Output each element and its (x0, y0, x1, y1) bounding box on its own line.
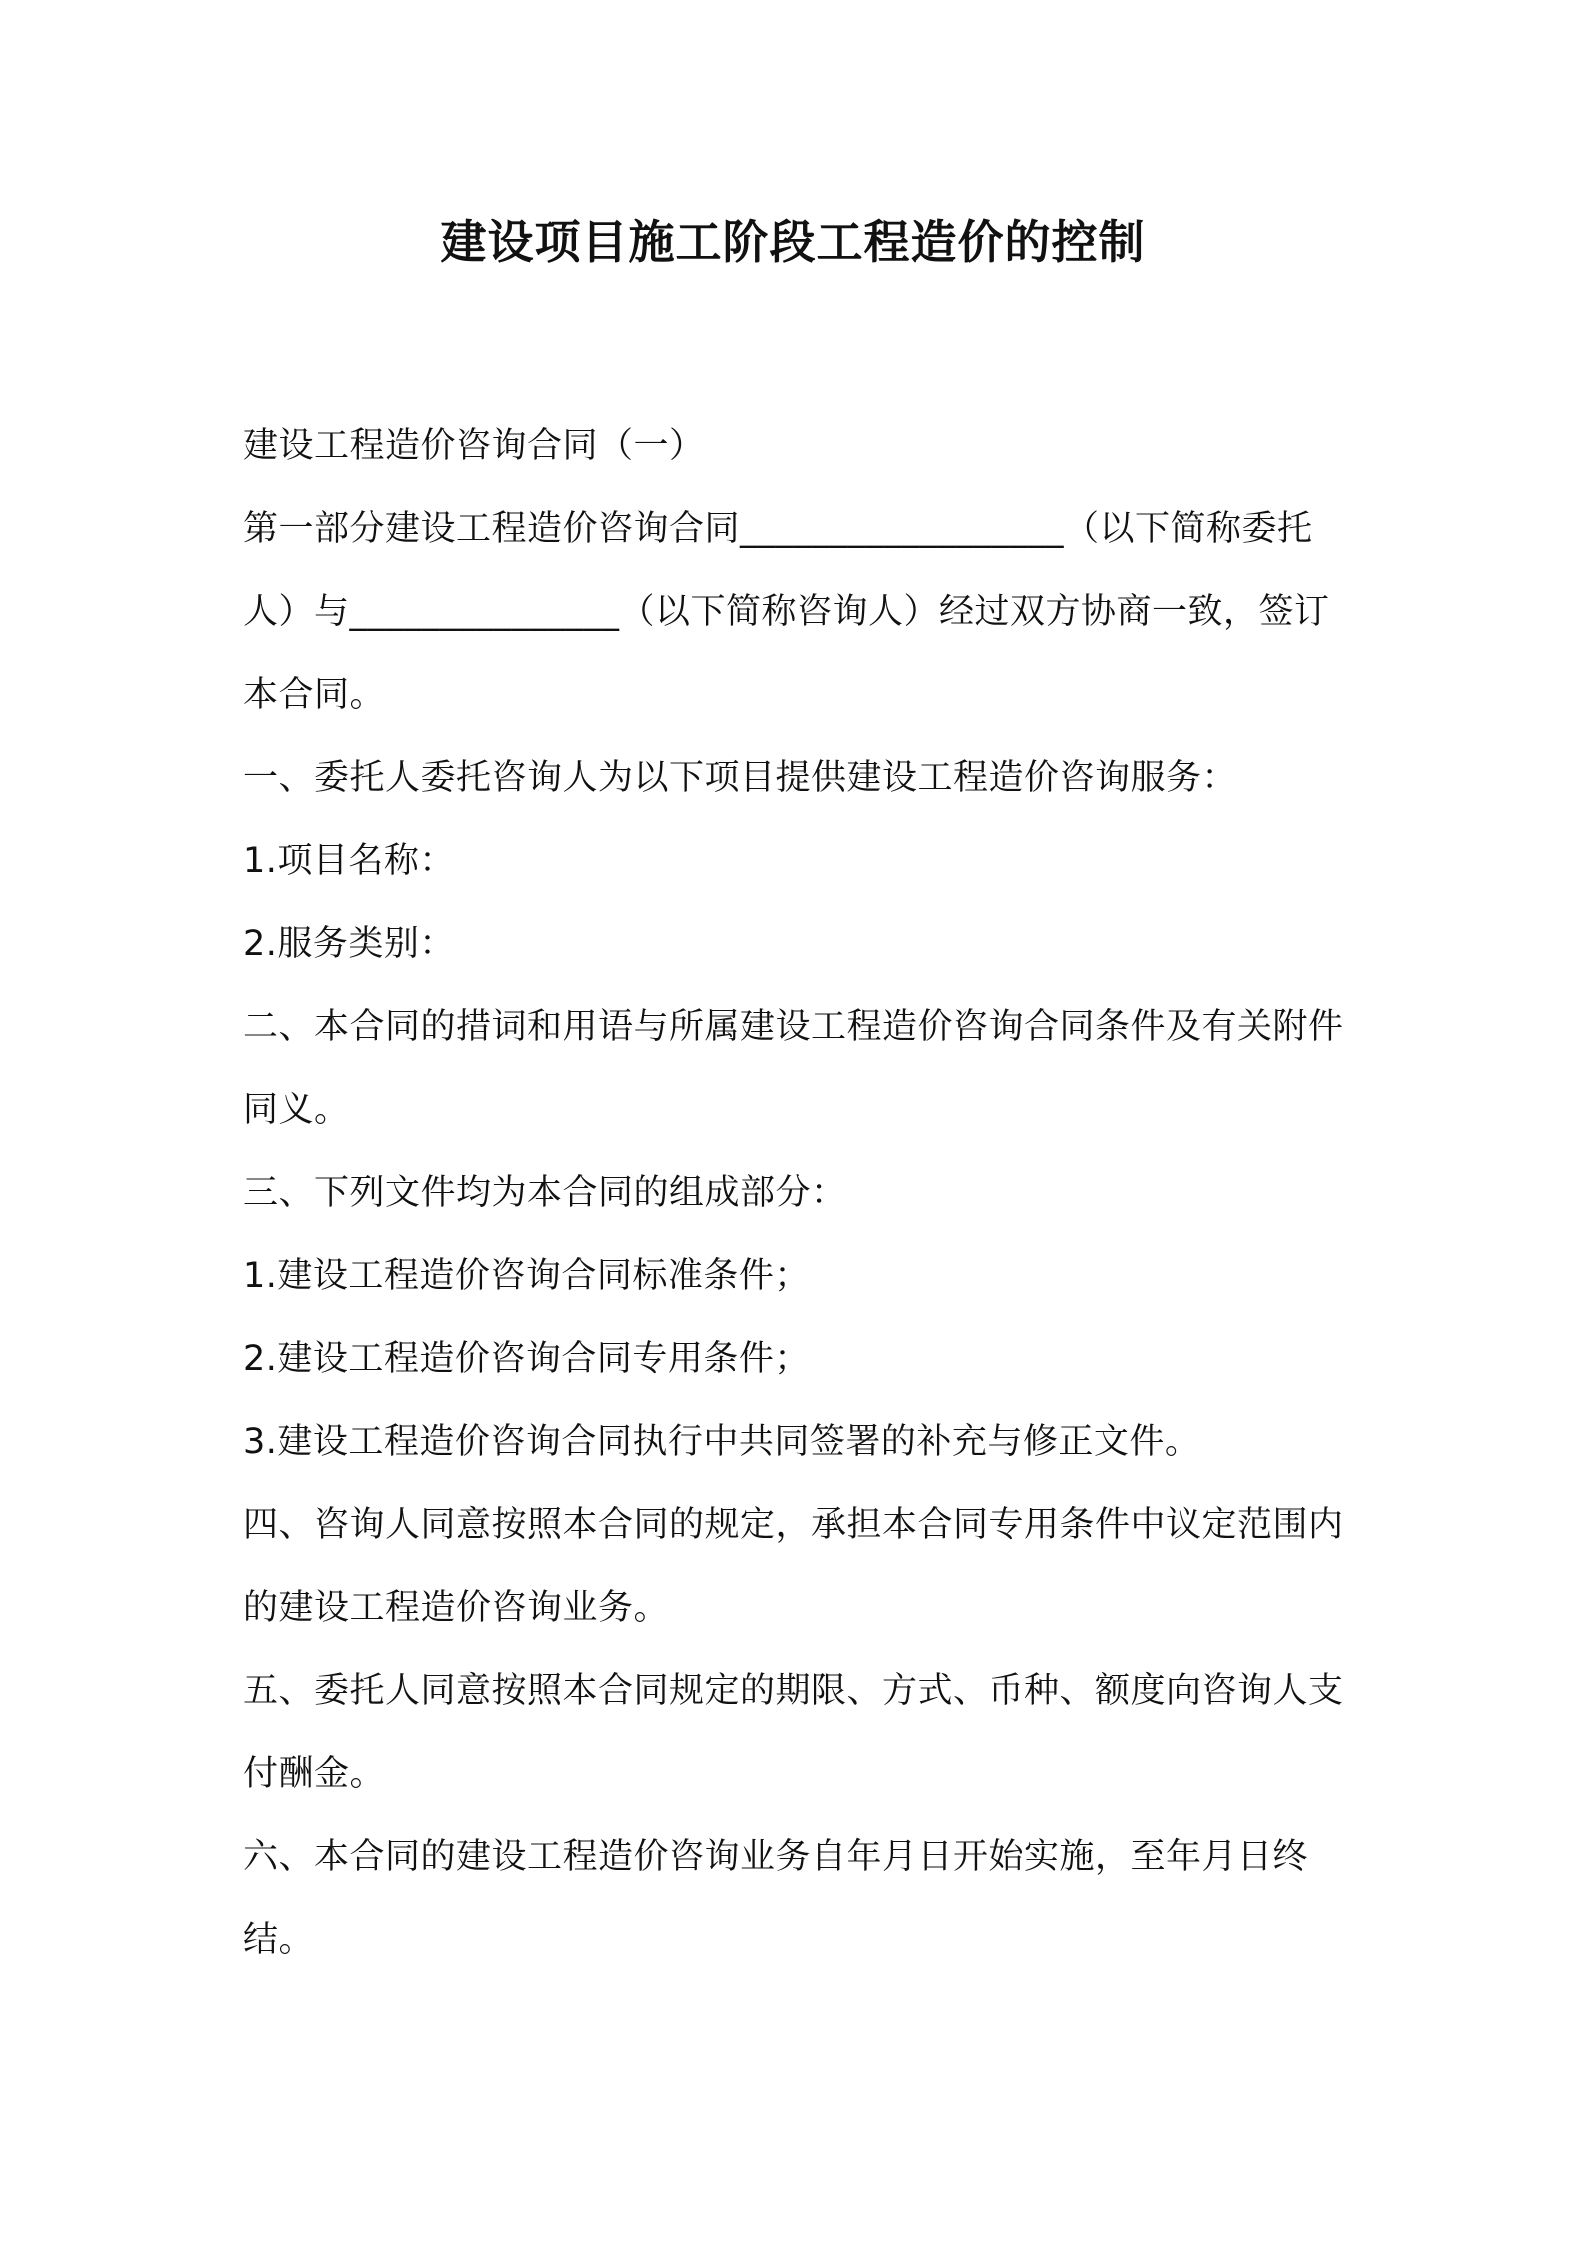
clause-3-item-3: 3.建设工程造价咨询合同执行中共同签署的补充与修正文件。 (243, 1422, 1201, 1462)
paragraph-intro: 第一部分建设工程造价咨询合同__________________（以下简称委托人）与_______________（以下简称咨询人）经过双方协商一致，签订本合同。 (243, 509, 1330, 715)
clause-1-item-1: 1.项目名称： (243, 841, 455, 881)
clause-1-item-2: 2.服务类别： (243, 924, 455, 964)
clause-3-item-1: 1.建设工程造价咨询合同标准条件； (243, 1256, 810, 1296)
document-body (243, 405, 1353, 1982)
clause-3: 三、下列文件均为本合同的组成部分： (243, 1173, 847, 1213)
clause-1: 一、委托人委托咨询人为以下项目提供建设工程造价咨询服务： (243, 758, 1238, 798)
clause-3-item-2: 2.建设工程造价咨询合同专用条件； (243, 1339, 810, 1379)
contract-heading: 建设工程造价咨询合同（一） (243, 426, 705, 466)
document-title: 建设项目施工阶段工程造价的控制 (440, 215, 1146, 269)
clause-4: 四、咨询人同意按照本合同的规定，承担本合同专用条件中议定范围内的建设工程造价咨询业务。 (243, 1505, 1344, 1628)
clause-2: 二、本合同的措词和用语与所属建设工程造价咨询合同条件及有关附件同义。 (243, 1007, 1344, 1130)
clause-6: 六、本合同的建设工程造价咨询业务自年月日开始实施，至年月日终结。 (243, 1837, 1309, 1960)
clause-5: 五、委托人同意按照本合同规定的期限、方式、币种、额度向咨询人支付酬金。 (243, 1671, 1344, 1794)
